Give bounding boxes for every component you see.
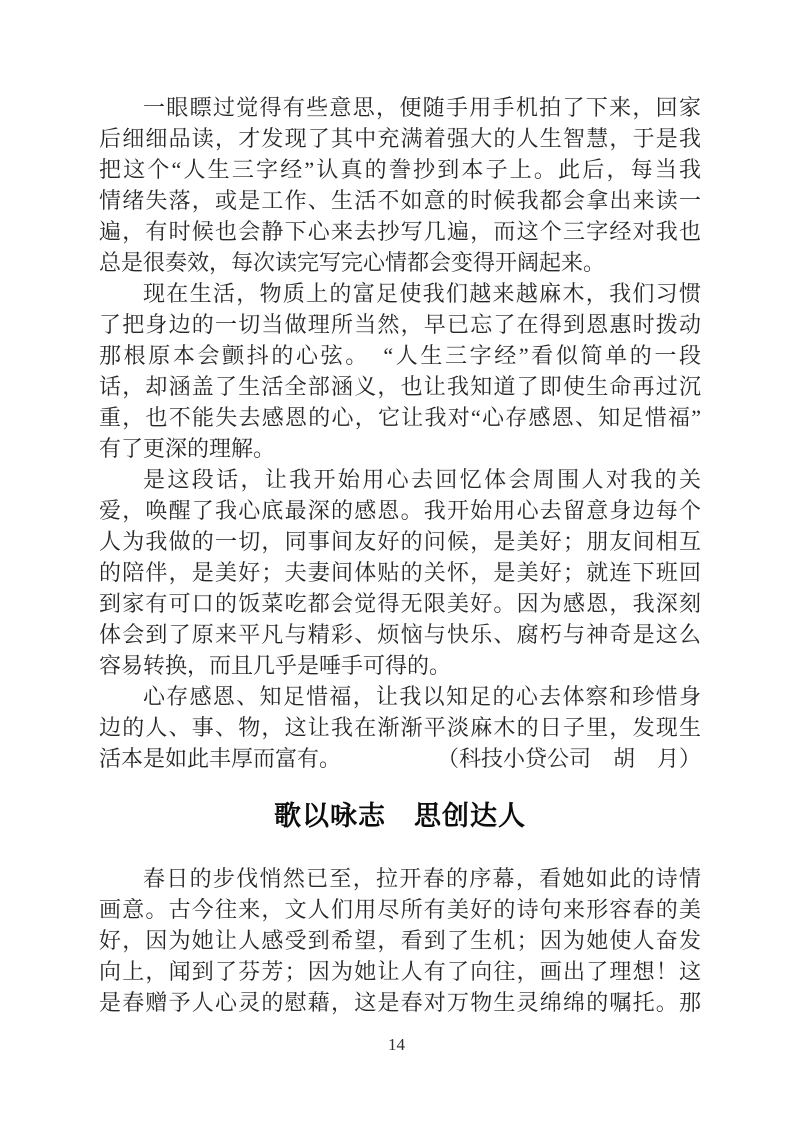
text-line: 一眼瞟过觉得有些意思，便随手用手机拍了下来，回家 <box>143 95 701 120</box>
text-line: 话，却涵盖了生活全部涵义，也让我知道了即使生命再过沉 <box>99 374 701 399</box>
text-line: 情绪失落，或是工作、生活不如意的时候我都会拿出来读一 <box>99 188 701 213</box>
text-line: 画意。古今往来，文人们用尽所有美好的诗句来形容春的美 <box>99 897 701 922</box>
text-line: 后细细品读，才发现了其中充满着强大的人生智慧，于是我 <box>99 126 701 151</box>
text-line: 心存感恩、知足惜福，让我以知足的心去体察和珍惜身 <box>143 684 701 709</box>
closing-text: 活本是如此丰厚而富有。 <box>99 746 342 771</box>
text-line: 那根原本会颤抖的心弦。 “人生三字经”看似简单的一段 <box>99 343 701 368</box>
text-line: 体会到了原来平凡与精彩、烦恼与快乐、腐朽与神奇是这么 <box>99 622 701 647</box>
text-line: 的陪伴，是美好；夫妻间体贴的关怀，是美好；就连下班回 <box>99 560 701 585</box>
author-attribution: （科技小贷公司 胡 月） <box>436 746 701 771</box>
text-line: 是春赠予人心灵的慰藉，这是春对万物生灵绵绵的嘱托。那 <box>99 990 701 1015</box>
text-line: 春日的步伐悄然已至，拉开春的序幕，看她如此的诗情 <box>143 866 701 891</box>
text-line: 重，也不能失去感恩的心，它让我对“心存感恩、知足惜福” <box>99 405 701 430</box>
text-line: 是这段话，让我开始用心去回忆体会周围人对我的关 <box>143 467 701 492</box>
text-line: 向上，闻到了芬芳；因为她让人有了向往，画出了理想！这 <box>99 959 701 984</box>
page-number: 14 <box>388 1035 405 1054</box>
text-line: 人为我做的一切，同事间友好的问候，是美好；朋友间相互 <box>99 529 701 554</box>
text-line: 总是很奏效，每次读完写完心情都会变得开阔起来。 <box>99 250 606 275</box>
text-line: 到家有可口的饭菜吃都会觉得无限美好。因为感恩，我深刻 <box>99 591 701 616</box>
text-line: 遍，有时候也会静下心来去抄写几遍，而这个三字经对我也 <box>99 219 701 244</box>
text-line: 边的人、事、物，这让我在渐渐平淡麻木的日子里，发现生 <box>99 715 701 740</box>
closing-line <box>99 743 701 774</box>
text-line: 现在生活，物质上的富足使我们越来越麻木，我们习惯 <box>143 281 701 306</box>
text-line: 好，因为她让人感受到希望，看到了生机；因为她使人奋发 <box>99 928 701 953</box>
text-line: 容易转换，而且几乎是唾手可得的。 <box>99 653 452 678</box>
text-line: 有了更深的理解。 <box>99 436 276 461</box>
text-line: 爱，唤醒了我心底最深的感恩。我开始用心去留意身边每个 <box>99 498 701 523</box>
text-block <box>99 92 701 1018</box>
text-line: 把这个“人生三字经”认真的誊抄到本子上。此后，每当我 <box>99 157 701 182</box>
text-line: 了把身边的一切当做理所当然，早已忘了在得到恩惠时拨动 <box>99 312 701 337</box>
article-title: 歌以咏志 思创达人 <box>274 801 526 831</box>
